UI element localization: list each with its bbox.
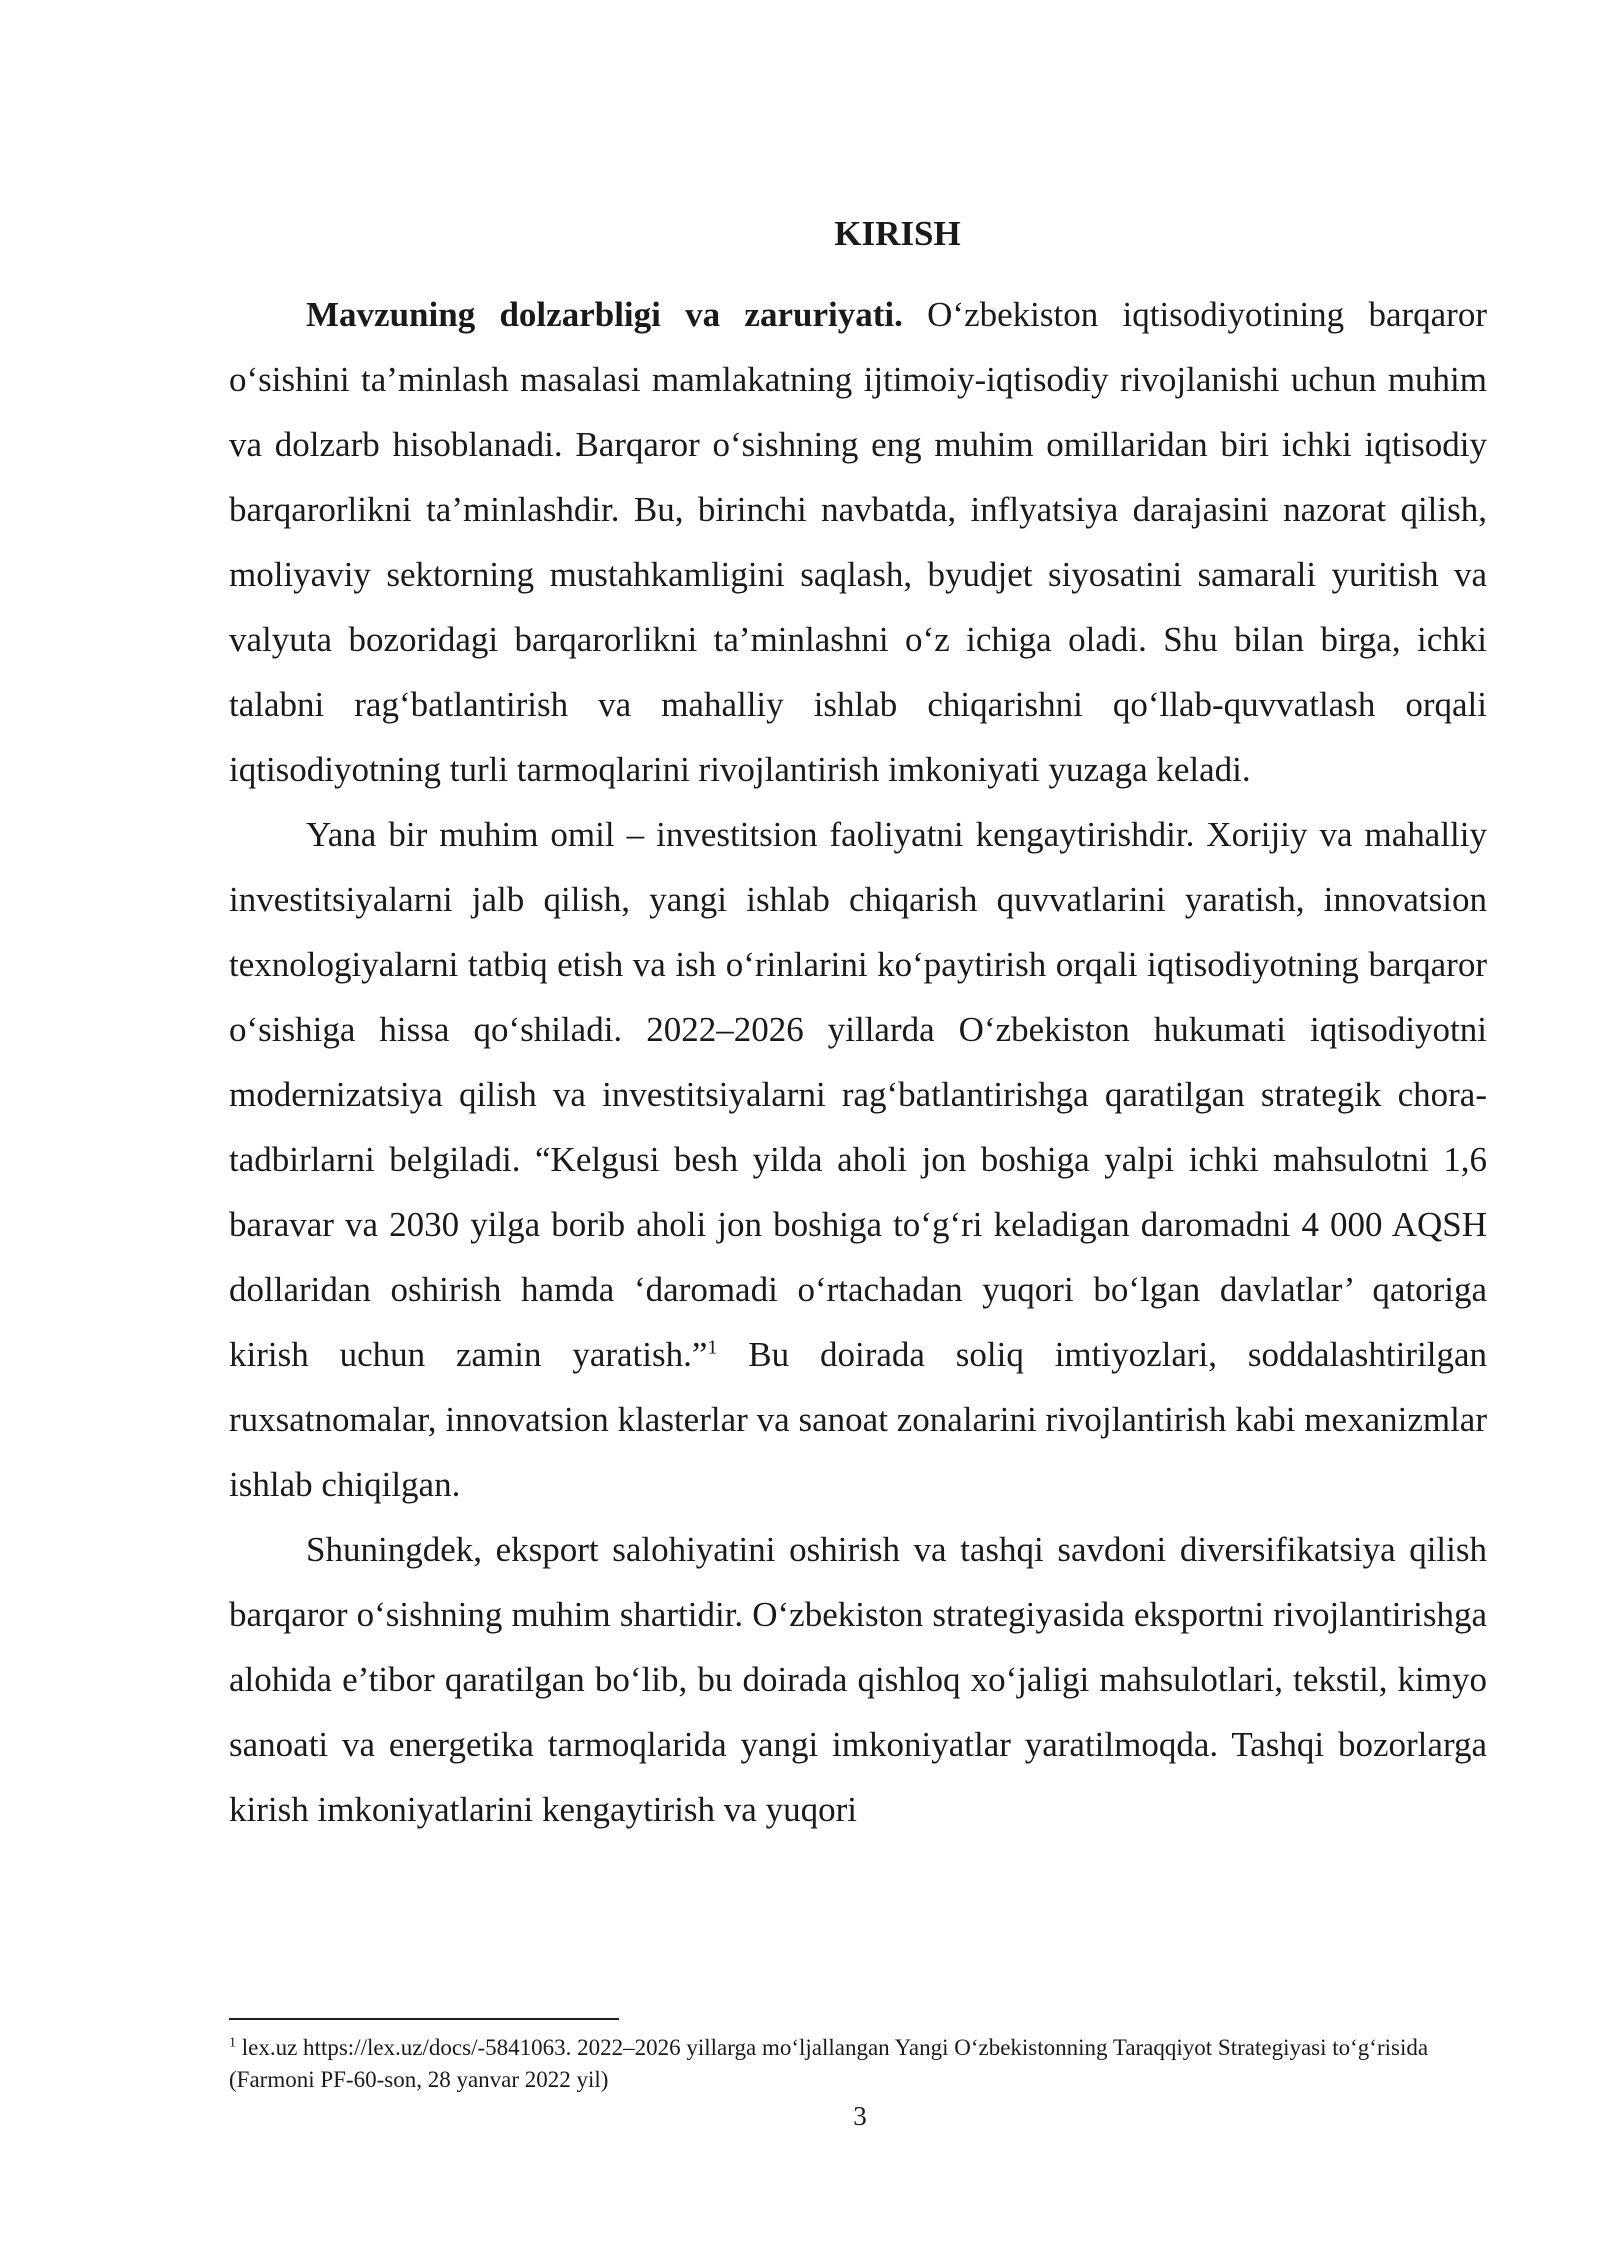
body-text [229,282,1487,1842]
paragraph-text: Yana bir muhim omil – investitsion faoliyatni kengaytirishdir. Xorijiy va mahalliy investitsiyalarni jalb qilish, yangi ishlab chiqarish quvvatlarini yaratish, innovatsion texnologiyalarni tatbiq etish va ish o‘rinlarini ko‘paytirish orqali iqtisodiyotning barqaror o‘sishiga hissa qo‘shiladi. 2022–2026 yillarda O‘zbekiston hukumati iqtisodiyotni modernizatsiya qilish va investitsiyalarni rag‘batlantirishga qaratilgan strategik chora-tadbirlarni belgiladi. “Kelgusi besh yilda aholi jon boshiga yalpi ichki mahsulotni 1,6 baravar va 2030 yilga borib aholi jon boshiga to‘g‘ri keladigan daromadni 4 000 AQSH dollaridan oshirish hamda ‘daromadi o‘rtachadan yuqori bo‘lgan davlatlar’ qatoriga kirish uchun zamin yaratish.” [229,815,1487,1374]
footnote-number: 1 [229,2035,236,2051]
footnote [229,2032,1487,2096]
page-number: 3 [853,2101,867,2131]
paragraph-text: O‘zbekiston iqtisodiyotining barqaror o‘sishini ta’minlash masalasi mamlakatning ijtimoiy-iqtisodiy rivojlanishi uchun muhim va dolzarb hisoblanadi. Barqaror o‘sishning eng muhim omillaridan biri ichki iqtisodiy barqarorlikni ta’minlashdir. Bu, birinchi navbatda, inflyatsiya darajasini nazorat qilish, moliyaviy sektorning mustahkamligini saqlash, byudjet siyosatini samarali yuritish va valyuta bozoridagi barqarorlikni ta’minlashni o‘z ichiga oladi. Shu bilan birga, ichki talabni rag‘batlantirish va mahalliy ishlab chiqarishni qo‘llab-quvvatlash orqali iqtisodiyotning turli tarmoqlarini rivojlantirish imkoniyati yuzaga keladi. [229,295,1487,789]
paragraph-lead: Mavzuning dolzarbligi va zaruriyati. [306,295,903,334]
paragraph-text: Bu doirada soliq imtiyozlari, soddalashtirilgan ruxsatnomalar, innovatsion klasterlar va sanoat zonalarini rivojlantirish kabi mexanizmlar ishlab chiqilgan. [229,1335,1487,1504]
paragraph-text: Shuningdek, eksport salohiyatini oshirish va tashqi savdoni diversifikatsiya qilish barqaror o‘sishning muhim shartidir. O‘zbekiston strategiyasida eksportni rivojlantirishga alohida e’tibor qaratilgan bo‘lib, bu doirada qishloq xo‘jaligi mahsulotlari, tekstil, kimyo sanoati va energetika tarmoqlarida yangi imkoniyatlar yaratilmoqda. Tashqi bozorlarga kirish imkoniyatlarini kengaytirish va yuqori [229,1530,1487,1829]
paragraph-export [229,1517,1487,1842]
paragraph-relevance [229,282,1487,802]
section-heading: KIRISH [834,214,961,253]
footnote-reference[interactable]: 1 [707,1336,718,1359]
footnote-divider [229,2018,619,2020]
footnote-text: lex.uz https://lex.uz/docs/-5841063. 2022–2026 yillarga mo‘ljallangan Yangi O‘zbekistonning Taraqqiyot Strategiyasi to‘g‘risida (Farmoni PF-60-son, 28 yanvar 2022 yil) [229,2035,1429,2092]
paragraph-investment [229,802,1487,1517]
